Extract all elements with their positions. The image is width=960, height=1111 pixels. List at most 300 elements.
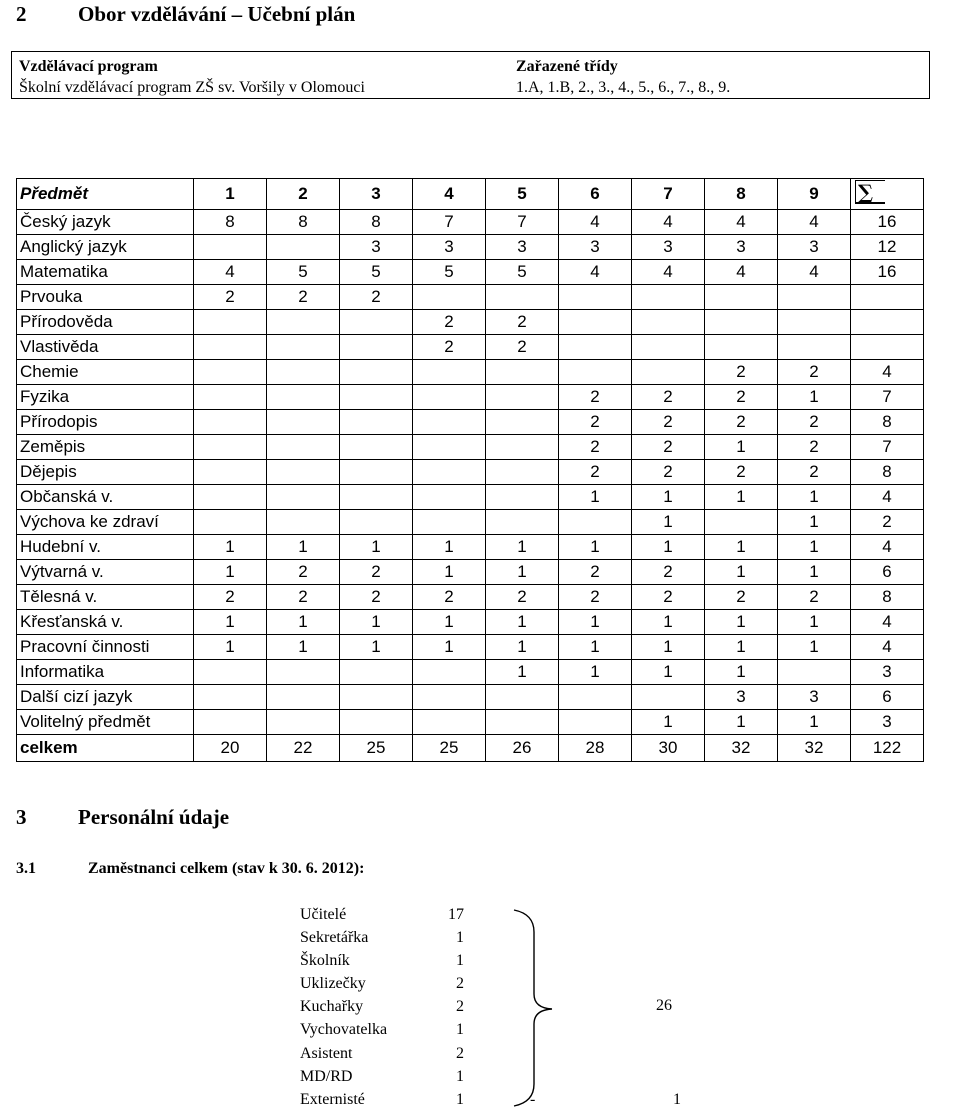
- hours-cell: 2: [559, 560, 632, 585]
- hours-cell: [194, 660, 267, 685]
- hours-cell: 1: [632, 660, 705, 685]
- hours-cell: [559, 360, 632, 385]
- total-cell: 32: [705, 735, 778, 762]
- staff-role: Asistent: [300, 1044, 353, 1062]
- hours-cell: 2: [778, 360, 851, 385]
- hours-cell: 1: [413, 535, 486, 560]
- hours-cell: [267, 510, 340, 535]
- hours-cell: 1: [778, 535, 851, 560]
- hours-cell: [486, 510, 559, 535]
- subject-name: Matematika: [17, 260, 194, 285]
- row-sum: 4: [851, 610, 924, 635]
- staff-count: 1: [456, 952, 464, 970]
- row-sum: 4: [851, 485, 924, 510]
- table-row: [17, 285, 924, 310]
- hours-cell: 1: [559, 660, 632, 685]
- hours-cell: [778, 310, 851, 335]
- staff-role: Kuchařky: [300, 998, 364, 1016]
- hours-cell: 2: [340, 560, 413, 585]
- hours-cell: 2: [559, 585, 632, 610]
- hours-cell: 1: [778, 485, 851, 510]
- subject-name: Výchova ke zdraví: [17, 510, 194, 535]
- hours-cell: 2: [778, 410, 851, 435]
- hours-cell: 1: [267, 635, 340, 660]
- hours-cell: 1: [632, 510, 705, 535]
- row-sum: 16: [851, 210, 924, 235]
- hours-cell: 2: [705, 385, 778, 410]
- table-row: [17, 435, 924, 460]
- external-extra-count: 1: [673, 1090, 681, 1108]
- staff-count: 2: [456, 1044, 464, 1062]
- hours-cell: 4: [632, 210, 705, 235]
- hours-cell: [340, 385, 413, 410]
- section-3-1-heading: [16, 860, 364, 878]
- hours-cell: 1: [486, 535, 559, 560]
- section-number: 3.1: [16, 860, 36, 877]
- hours-cell: 1: [632, 610, 705, 635]
- curriculum-table: [16, 178, 924, 762]
- hours-cell: 2: [632, 560, 705, 585]
- staff-count: 2: [456, 998, 464, 1016]
- hours-cell: [632, 285, 705, 310]
- hours-cell: 2: [486, 310, 559, 335]
- hours-cell: 3: [632, 235, 705, 260]
- hours-cell: 2: [778, 460, 851, 485]
- row-sum: [851, 285, 924, 310]
- table-row: [17, 410, 924, 435]
- staff-role: Školník: [300, 952, 350, 970]
- hours-cell: [778, 335, 851, 360]
- section-title: Zaměstnanci celkem (stav k 30. 6. 2012):: [88, 860, 365, 877]
- hours-cell: 7: [413, 210, 486, 235]
- hours-cell: [340, 310, 413, 335]
- hours-cell: 2: [778, 435, 851, 460]
- table-header-row: [17, 179, 924, 210]
- subject-name: Křesťanská v.: [17, 610, 194, 635]
- section-3-heading: [16, 805, 229, 830]
- hours-cell: 3: [705, 685, 778, 710]
- row-sum: [851, 310, 924, 335]
- header-grade: 5: [486, 179, 559, 210]
- hours-cell: 2: [340, 285, 413, 310]
- hours-cell: 1: [267, 610, 340, 635]
- hours-cell: 2: [705, 360, 778, 385]
- total-cell: 22: [267, 735, 340, 762]
- classes-column: [516, 56, 730, 98]
- staff-count: 17: [448, 906, 464, 923]
- hours-cell: 1: [705, 610, 778, 635]
- hours-cell: [267, 460, 340, 485]
- hours-cell: 1: [778, 385, 851, 410]
- staff-count: 2: [456, 975, 464, 993]
- hours-cell: [559, 310, 632, 335]
- hours-cell: [778, 660, 851, 685]
- hours-cell: [194, 335, 267, 360]
- total-cell: 20: [194, 735, 267, 762]
- hours-cell: 4: [632, 260, 705, 285]
- hours-cell: 2: [194, 585, 267, 610]
- hours-cell: 2: [267, 560, 340, 585]
- hours-cell: 1: [194, 535, 267, 560]
- subject-name: Hudební v.: [17, 535, 194, 560]
- hours-cell: [340, 360, 413, 385]
- table-row: [17, 560, 924, 585]
- hours-cell: [486, 485, 559, 510]
- hours-cell: [194, 235, 267, 260]
- hours-cell: [413, 285, 486, 310]
- hours-cell: [340, 460, 413, 485]
- header-sum: [851, 179, 924, 210]
- row-sum: 3: [851, 710, 924, 735]
- hours-cell: [413, 410, 486, 435]
- row-sum: [851, 335, 924, 360]
- table-row: [17, 310, 924, 335]
- hours-cell: [486, 460, 559, 485]
- total-cell: 25: [413, 735, 486, 762]
- hours-cell: [194, 710, 267, 735]
- hours-cell: [413, 460, 486, 485]
- hours-cell: 1: [559, 635, 632, 660]
- hours-cell: 2: [340, 585, 413, 610]
- curriculum-table-body: [17, 179, 924, 762]
- subject-name: Dějepis: [17, 460, 194, 485]
- hours-cell: 3: [486, 235, 559, 260]
- table-row: [17, 660, 924, 685]
- hours-cell: 1: [194, 560, 267, 585]
- subject-name: Anglický jazyk: [17, 235, 194, 260]
- hours-cell: 1: [340, 610, 413, 635]
- subject-name: Přírodověda: [17, 310, 194, 335]
- hours-cell: 2: [194, 285, 267, 310]
- hours-cell: [340, 485, 413, 510]
- hours-cell: [267, 410, 340, 435]
- subject-name: Další cizí jazyk: [17, 685, 194, 710]
- row-sum: 6: [851, 560, 924, 585]
- subject-name: Vlastivěda: [17, 335, 194, 360]
- hours-cell: [559, 335, 632, 360]
- header-grade: 4: [413, 179, 486, 210]
- hours-cell: 1: [632, 635, 705, 660]
- hours-cell: [413, 660, 486, 685]
- hours-cell: 1: [705, 560, 778, 585]
- hours-cell: 1: [340, 535, 413, 560]
- subject-name: Informatika: [17, 660, 194, 685]
- hours-cell: 5: [267, 260, 340, 285]
- row-sum: 7: [851, 385, 924, 410]
- hours-cell: [413, 685, 486, 710]
- hours-cell: 2: [705, 585, 778, 610]
- hours-cell: 1: [413, 610, 486, 635]
- hours-cell: 1: [778, 510, 851, 535]
- hours-cell: 1: [705, 710, 778, 735]
- hours-cell: 8: [267, 210, 340, 235]
- hours-cell: 1: [194, 610, 267, 635]
- hours-cell: [705, 510, 778, 535]
- staff-count: 1: [456, 1067, 464, 1085]
- hours-cell: 1: [340, 635, 413, 660]
- hours-cell: [194, 410, 267, 435]
- right-brace-icon: [512, 908, 558, 1108]
- hours-cell: 1: [559, 535, 632, 560]
- row-sum: 16: [851, 260, 924, 285]
- classes-value: 1.A, 1.B, 2., 3., 4., 5., 6., 7., 8., 9.: [516, 79, 731, 96]
- table-row: [17, 710, 924, 735]
- row-sum: 2: [851, 510, 924, 535]
- hours-cell: [267, 385, 340, 410]
- hours-cell: [559, 685, 632, 710]
- hours-cell: [267, 485, 340, 510]
- hours-cell: [413, 435, 486, 460]
- hours-cell: 2: [267, 585, 340, 610]
- hours-cell: [194, 460, 267, 485]
- row-sum: 4: [851, 635, 924, 660]
- row-sum: 7: [851, 435, 924, 460]
- table-row: [17, 510, 924, 535]
- table-row: [17, 535, 924, 560]
- hours-cell: 2: [559, 410, 632, 435]
- hours-cell: 1: [632, 535, 705, 560]
- hours-cell: 1: [413, 560, 486, 585]
- hours-cell: 1: [486, 635, 559, 660]
- hours-cell: 1: [778, 635, 851, 660]
- total-cell: 26: [486, 735, 559, 762]
- header-grade: 1: [194, 179, 267, 210]
- hours-cell: 2: [632, 460, 705, 485]
- row-sum: 8: [851, 410, 924, 435]
- hours-cell: [194, 435, 267, 460]
- hours-cell: 1: [632, 710, 705, 735]
- hours-cell: 8: [194, 210, 267, 235]
- hours-cell: 3: [413, 235, 486, 260]
- hours-cell: [413, 385, 486, 410]
- hours-cell: [340, 710, 413, 735]
- hours-cell: 2: [559, 435, 632, 460]
- hours-cell: 1: [194, 635, 267, 660]
- row-sum: 4: [851, 360, 924, 385]
- subject-name: Tělesná v.: [17, 585, 194, 610]
- subject-name: Výtvarná v.: [17, 560, 194, 585]
- hours-cell: 2: [413, 310, 486, 335]
- grand-total: 122: [851, 735, 924, 762]
- hours-cell: [194, 310, 267, 335]
- row-sum: 4: [851, 535, 924, 560]
- hours-cell: 1: [778, 610, 851, 635]
- hours-cell: [486, 360, 559, 385]
- table-row: [17, 635, 924, 660]
- program-column: [19, 56, 365, 98]
- hours-cell: [486, 435, 559, 460]
- hours-cell: [413, 360, 486, 385]
- hours-cell: [486, 710, 559, 735]
- row-sum: 12: [851, 235, 924, 260]
- staff-count: 1: [456, 1090, 464, 1108]
- hours-cell: 2: [632, 435, 705, 460]
- total-label: celkem: [17, 735, 194, 762]
- hours-cell: 4: [559, 260, 632, 285]
- hours-cell: [559, 710, 632, 735]
- hours-cell: 7: [486, 210, 559, 235]
- subject-name: Český jazyk: [17, 210, 194, 235]
- header-grade: 7: [632, 179, 705, 210]
- hours-cell: 2: [559, 460, 632, 485]
- table-row: [17, 335, 924, 360]
- hours-cell: [705, 335, 778, 360]
- hours-cell: 2: [778, 585, 851, 610]
- section-number: 2: [16, 2, 27, 26]
- hours-cell: [340, 685, 413, 710]
- row-sum: 8: [851, 585, 924, 610]
- hours-cell: 4: [705, 260, 778, 285]
- subject-name: Zeměpis: [17, 435, 194, 460]
- program-label: Vzdělávací program: [19, 58, 158, 75]
- hours-cell: 3: [778, 235, 851, 260]
- hours-cell: [340, 410, 413, 435]
- staff-role: Vychovatelka: [300, 1021, 388, 1039]
- header-subject: Předmět: [17, 179, 194, 210]
- hours-cell: 2: [705, 460, 778, 485]
- hours-cell: 2: [559, 385, 632, 410]
- hours-cell: [632, 335, 705, 360]
- total-cell: 32: [778, 735, 851, 762]
- hours-cell: [486, 685, 559, 710]
- table-row: [17, 585, 924, 610]
- hours-cell: 1: [632, 485, 705, 510]
- hours-cell: 1: [413, 635, 486, 660]
- header-grade: 2: [267, 179, 340, 210]
- total-cell: 30: [632, 735, 705, 762]
- hours-cell: 1: [486, 560, 559, 585]
- subject-name: Volitelný předmět: [17, 710, 194, 735]
- hours-cell: 1: [705, 435, 778, 460]
- hours-cell: 5: [340, 260, 413, 285]
- hours-cell: 8: [340, 210, 413, 235]
- staff-role: MD/RD: [300, 1067, 353, 1085]
- hours-cell: 1: [559, 485, 632, 510]
- hours-cell: 2: [632, 585, 705, 610]
- hours-cell: 1: [705, 660, 778, 685]
- row-sum: 3: [851, 660, 924, 685]
- table-row: [17, 610, 924, 635]
- staff-role: Externisté: [300, 1090, 365, 1108]
- staff-role: Sekretářka: [300, 929, 369, 947]
- header-grade: 3: [340, 179, 413, 210]
- staff-count: 1: [456, 1021, 464, 1039]
- table-row: [17, 235, 924, 260]
- total-row: [17, 735, 924, 762]
- hours-cell: [632, 360, 705, 385]
- hours-cell: 4: [778, 260, 851, 285]
- hours-cell: [267, 335, 340, 360]
- hours-cell: [486, 285, 559, 310]
- program-box: [11, 51, 930, 99]
- hours-cell: 1: [778, 560, 851, 585]
- hours-cell: [340, 435, 413, 460]
- hours-cell: 1: [705, 485, 778, 510]
- hours-cell: 4: [194, 260, 267, 285]
- hours-cell: 2: [486, 585, 559, 610]
- hours-cell: [267, 710, 340, 735]
- hours-cell: [632, 310, 705, 335]
- hours-cell: 1: [778, 710, 851, 735]
- hours-cell: [267, 685, 340, 710]
- table-row: [17, 210, 924, 235]
- hours-cell: 5: [486, 260, 559, 285]
- subject-name: Pracovní činnosti: [17, 635, 194, 660]
- hours-cell: [267, 435, 340, 460]
- table-row: [17, 685, 924, 710]
- header-grade: 6: [559, 179, 632, 210]
- subject-name: Přírodopis: [17, 410, 194, 435]
- sum-symbol: ∑: [855, 180, 885, 204]
- hours-cell: [486, 385, 559, 410]
- subject-name: Chemie: [17, 360, 194, 385]
- hours-cell: [486, 410, 559, 435]
- hours-cell: 1: [559, 610, 632, 635]
- hours-cell: [413, 710, 486, 735]
- hours-cell: 1: [705, 635, 778, 660]
- hours-cell: [267, 235, 340, 260]
- hours-cell: [267, 660, 340, 685]
- staff-role: Uklizečky: [300, 975, 366, 993]
- table-row: [17, 260, 924, 285]
- hours-cell: [267, 310, 340, 335]
- hours-cell: [194, 385, 267, 410]
- staff-count: 1: [456, 929, 464, 947]
- section-number: 3: [16, 805, 27, 829]
- section-2-heading: [16, 2, 355, 27]
- hours-cell: 5: [413, 260, 486, 285]
- hours-cell: [340, 335, 413, 360]
- hours-cell: 4: [778, 210, 851, 235]
- hours-cell: 2: [632, 385, 705, 410]
- hours-cell: [267, 360, 340, 385]
- program-value: Školní vzdělávací program ZŠ sv. Voršily v Olomouci: [19, 79, 365, 96]
- hours-cell: 1: [267, 535, 340, 560]
- hours-cell: 1: [705, 535, 778, 560]
- staff-total: 26: [656, 997, 672, 1014]
- hours-cell: 2: [486, 335, 559, 360]
- hours-cell: [705, 310, 778, 335]
- hours-cell: [559, 285, 632, 310]
- hours-cell: [632, 685, 705, 710]
- hours-cell: [559, 510, 632, 535]
- hours-cell: [194, 360, 267, 385]
- hours-cell: 2: [705, 410, 778, 435]
- table-row: [17, 385, 924, 410]
- hours-cell: 2: [413, 335, 486, 360]
- hours-cell: 3: [559, 235, 632, 260]
- table-row: [17, 460, 924, 485]
- hours-cell: [194, 485, 267, 510]
- row-sum: 6: [851, 685, 924, 710]
- table-row: [17, 485, 924, 510]
- total-cell: 25: [340, 735, 413, 762]
- external-dash: -: [530, 1090, 536, 1108]
- row-sum: 8: [851, 460, 924, 485]
- hours-cell: 4: [559, 210, 632, 235]
- hours-cell: 2: [413, 585, 486, 610]
- subject-name: Fyzika: [17, 385, 194, 410]
- hours-cell: 3: [340, 235, 413, 260]
- hours-cell: 2: [632, 410, 705, 435]
- hours-cell: 3: [705, 235, 778, 260]
- total-cell: 28: [559, 735, 632, 762]
- hours-cell: [194, 685, 267, 710]
- hours-cell: [413, 510, 486, 535]
- section-title: Personální údaje: [78, 805, 230, 829]
- subject-name: Občanská v.: [17, 485, 194, 510]
- hours-cell: 1: [486, 660, 559, 685]
